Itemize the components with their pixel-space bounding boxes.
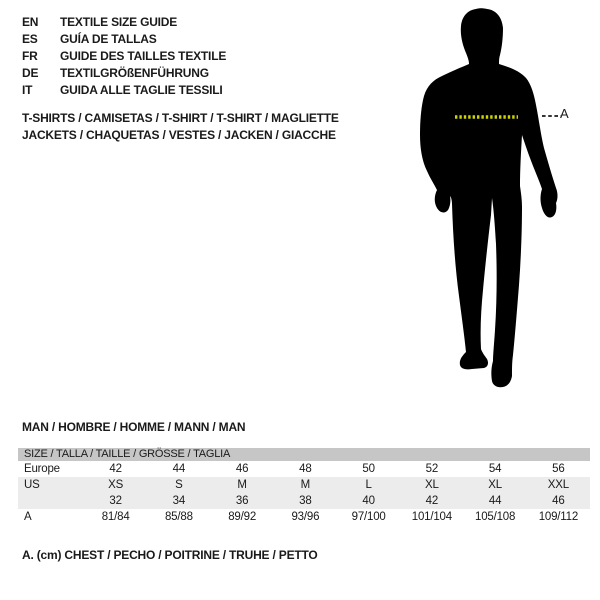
language-title: TEXTILGRÖßENFÜHRUNG [60,65,209,80]
size-cell: XXL [547,479,569,491]
section-title-man: MAN / HOMBRE / HOMME / MANN / MAN [22,420,246,434]
man-silhouette-icon [410,0,600,410]
size-cell: 46 [552,495,565,507]
category-jackets: JACKETS / CHAQUETAS / VESTES / JACKEN / GIACCHE [22,127,336,142]
table-row-chest-a [18,509,590,525]
size-cell: M [237,479,247,491]
table-row-us [18,477,590,493]
size-cell: 40 [362,495,375,507]
size-cell: 44 [172,463,186,475]
size-cell: 97/100 [351,511,386,523]
size-cell: 89/92 [228,511,257,523]
size-cell: XL [425,479,439,491]
row-label: US [24,479,40,491]
size-cell: 46 [235,463,249,475]
size-cell: 42 [109,463,122,475]
size-cell: 81/84 [101,511,130,523]
language-row [22,47,226,64]
man-silhouette-shape [420,8,558,387]
size-cell: 52 [425,463,439,475]
language-title: TEXTILE SIZE GUIDE [60,14,178,29]
language-title: GUIDA ALLE TAGLIE TESSILI [60,82,223,97]
size-cell: XS [108,479,124,491]
language-title: GUÍA DE TALLAS [60,31,157,46]
language-code: IT [22,82,33,97]
measure-label-a: A [560,106,569,121]
language-row [22,13,226,30]
size-cell: 32 [109,495,122,507]
size-cell: 44 [488,495,502,507]
category-tshirts: T-SHIRTS / CAMISETAS / T-SHIRT / T-SHIRT / MAGLIETTE [22,110,339,125]
size-cell: S [175,479,183,491]
size-cell: 54 [488,463,502,475]
size-cell: 109/112 [538,511,579,523]
size-cell: 50 [362,463,375,475]
language-row [22,30,226,47]
size-table-header: SIZE / TALLA / TAILLE / GRÖSSE / TAGLIA [18,448,590,461]
language-title: GUIDE DES TAILLES TEXTILE [60,48,227,63]
language-code: EN [22,14,39,29]
size-cell: 93/96 [291,511,320,523]
language-code: DE [22,65,39,80]
language-row [22,81,226,98]
language-code: FR [22,48,38,63]
table-row-europe [18,461,590,477]
language-row [22,64,226,81]
row-label: A [24,511,32,523]
size-cell: XL [488,479,502,491]
size-cell: 36 [235,495,249,507]
size-cell: 105/108 [475,511,516,523]
size-cell: 48 [299,463,312,475]
size-cell: M [300,479,311,491]
size-cell: 42 [425,495,439,507]
garment-categories [22,109,339,143]
size-table [18,448,590,525]
table-row-us-numeric [18,493,590,509]
size-cell: 85/88 [164,511,193,523]
size-cell: 38 [299,495,312,507]
language-code: ES [22,31,38,46]
size-cell: L [365,479,372,491]
size-cell: 101/104 [411,511,452,523]
size-cell: 34 [172,495,186,507]
size-cell: 56 [552,463,565,475]
row-label: Europe [24,463,60,475]
language-legend [22,13,226,98]
chest-footnote: A. (cm) CHEST / PECHO / POITRINE / TRUHE / PETTO [22,548,318,562]
